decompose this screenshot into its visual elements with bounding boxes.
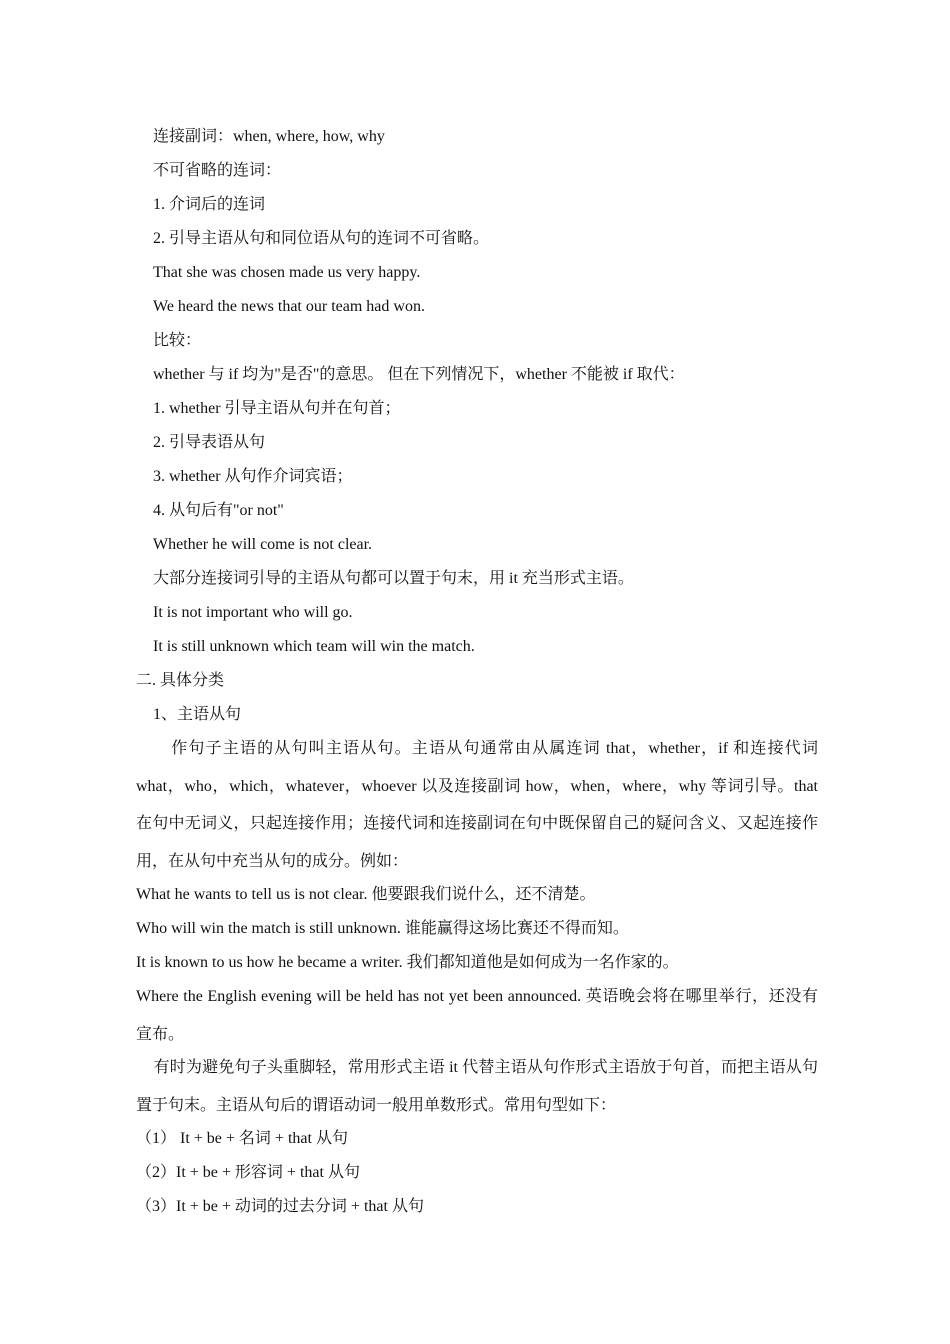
example-sentence: What he wants to tell us is not clear. 他要跟我们说什么，还不清楚。 bbox=[136, 886, 596, 903]
list-item: 1. whether 引导主语从句并在句首； bbox=[153, 400, 401, 417]
subsection-heading: 1、主语从句 bbox=[153, 706, 242, 723]
example-sentence: Whether he will come is not clear. bbox=[153, 536, 373, 553]
list-item: 3. whether 从句作介词宾语； bbox=[153, 468, 353, 485]
list-item: 4. 从句后有"or not" bbox=[153, 502, 284, 519]
text-line: 1. 介词后的连词 bbox=[153, 196, 266, 213]
body-paragraph: 有时为避免句子头重脚轻，常用形式主语 it 代替主语从句作形式主语放于句首，而把主语从句置于句末。主语从句后的谓语动词一般用单数形式。常用句型如下： bbox=[136, 1059, 818, 1114]
example-sentence: It is not important who will go. bbox=[153, 604, 353, 621]
text-line: 比较： bbox=[153, 332, 202, 349]
text-line: 2. 引导主语从句和同位语从句的连词不可省略。 bbox=[153, 230, 490, 247]
text-line: 大部分连接词引导的主语从句都可以置于句末，用 it 充当形式主语。 bbox=[153, 570, 634, 587]
text-line: whether 与 if 均为"是否"的意思。 但在下列情况下，whether 不能被 if 取代： bbox=[153, 366, 685, 383]
example-sentence: Who will win the match is still unknown. 谁能赢得这场比赛还不得而知。 bbox=[136, 920, 629, 937]
example-sentence: That she was chosen made us very happy. bbox=[153, 264, 421, 281]
pattern-item: （2）It + be + 形容词 + that 从句 bbox=[136, 1164, 360, 1181]
example-sentence: Where the English evening will be held has not yet been announced. 英语晚会将在哪里举行，还没有宣布。 bbox=[136, 988, 818, 1043]
text-line: 不可省略的连词： bbox=[153, 162, 282, 179]
pattern-item: （3）It + be + 动词的过去分词 + that 从句 bbox=[136, 1198, 424, 1215]
example-sentence: It is still unknown which team will win the match. bbox=[153, 638, 475, 655]
example-sentence: It is known to us how he became a writer. 我们都知道他是如何成为一名作家的。 bbox=[136, 954, 679, 971]
pattern-item: （1） It + be + 名词 + that 从句 bbox=[136, 1130, 348, 1147]
example-sentence: We heard the news that our team had won. bbox=[153, 298, 425, 315]
list-item: 2. 引导表语从句 bbox=[153, 434, 266, 451]
body-paragraph: 作句子主语的从句叫主语从句。主语从句通常由从属连词 that，whether，if 和连接代词 what，who，which，whatever，whoever 以及连接副词 how，when，where，why 等词引导。that 在句中无词义，只起连接作用；连接代词和连接副词在句中既保留自己的疑问含义、又起连接作用，在从句中充当从句的成分。例如： bbox=[136, 740, 818, 870]
text-line: 连接副词：when, where, how, why bbox=[153, 128, 385, 145]
section-heading: 二. 具体分类 bbox=[136, 672, 225, 689]
